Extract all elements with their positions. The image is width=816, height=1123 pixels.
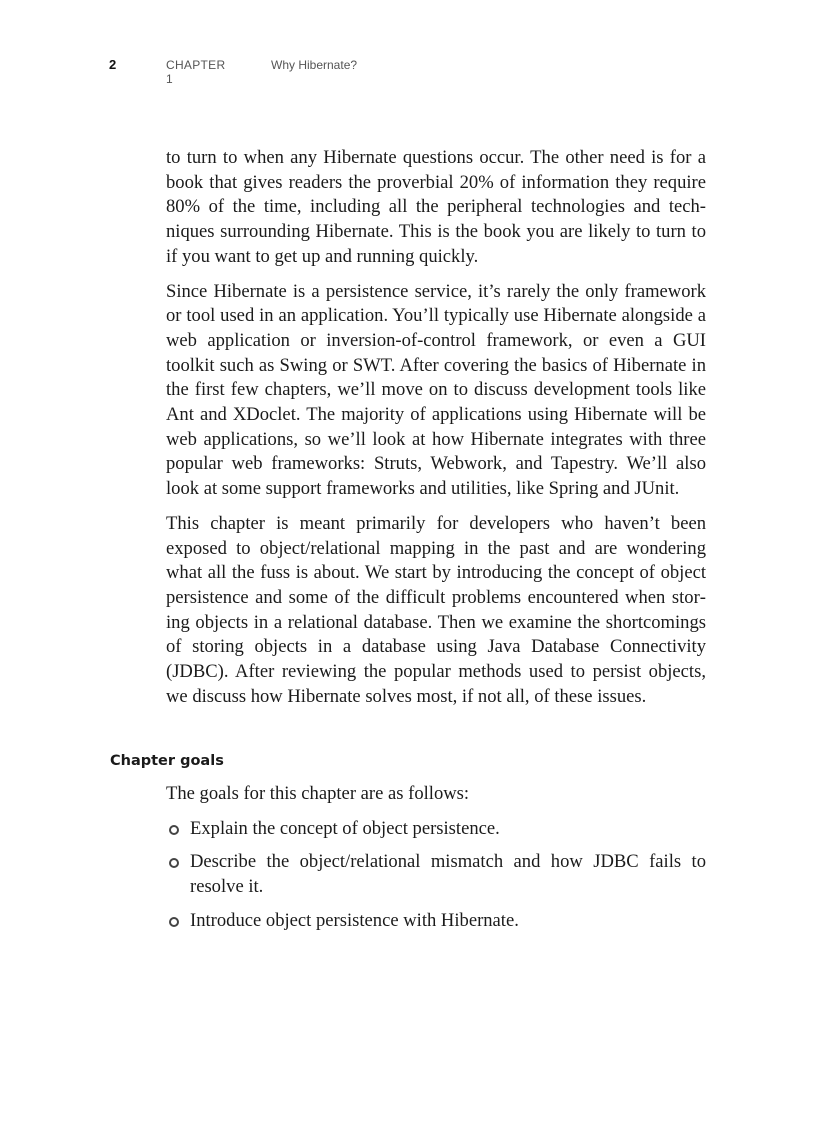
list-item	[166, 817, 706, 842]
goals-list	[166, 817, 706, 934]
paragraph: This chapter is meant primarily for developers who haven’t been exposed to object/relational mapping in the past and are wondering what all the fuss is about. We start by introducing the concept of object persistence and some of the difficult problems encountered when storing objects in a relational database. Then we examine the shortcomings of storing objects in a database using Java Database Connectivity (JDBC). After reviewing the popular methods used to persist objects, we discuss how Hibernate solves most, if not all, of these issues.	[166, 512, 706, 707]
bullet-icon	[169, 825, 179, 835]
list-item	[166, 909, 706, 934]
body-text	[166, 146, 706, 719]
chapter-title: Why Hibernate?	[271, 58, 358, 72]
list-item-text: Describe the object/relational mismatch and how JDBC fails to resolve it.	[190, 851, 706, 898]
goals-intro: The goals for this chapter are as follows:	[166, 783, 470, 804]
section-heading-chapter-goals: Chapter goals	[110, 753, 224, 769]
page-number: 2	[109, 57, 117, 72]
list-item	[166, 850, 706, 899]
chapter-label: CHAPTER 1	[166, 58, 226, 86]
list-item-text: Introduce object persistence with Hibernate.	[190, 909, 519, 931]
paragraph: to turn to when any Hibernate questions occur. The other need is for a book that gives readers the proverbial 20% of information they require 80% of the time, including all the peripheral technologies and techniques surrounding Hibernate. This is the book you are likely to turn to if you want to get up and running quickly.	[166, 147, 706, 267]
paragraph: Since Hibernate is a persistence service, it’s rarely the only framework or tool used in an application. You’ll typically use Hibernate alongside a web application or inversion-of-control framework, or even a GUI toolkit such as Swing or SWT. After covering the basics of Hibernate in the first few chapters, we’ll move on to discuss development tools like Ant and XDoclet. The majority of applications using Hibernate will be web applications, so we’ll look at how Hibernate integrates with three popular web frameworks: Struts, Webwork, and Tapestry. We’ll also look at some support frameworks and utilities, like Spring and JUnit.	[166, 280, 706, 500]
chapter-goals	[166, 782, 706, 943]
bullet-icon	[169, 917, 179, 927]
bullet-icon	[169, 858, 179, 868]
list-item-text: Explain the concept of object persistence.	[190, 817, 500, 839]
